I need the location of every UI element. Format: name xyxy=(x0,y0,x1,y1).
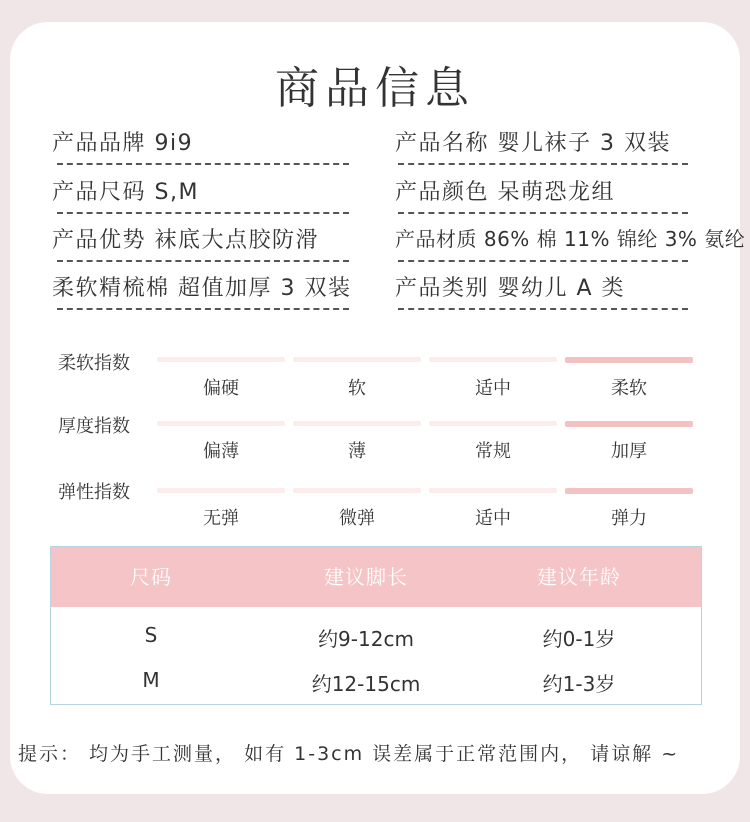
softness-scale-segment-selected xyxy=(565,357,693,363)
cell-age: 约1-3岁 xyxy=(542,672,616,696)
cell-age: 约0-1岁 xyxy=(542,627,616,651)
header-size: 尺码 xyxy=(130,565,172,589)
elasticity-option: 无弹 xyxy=(203,508,239,529)
elasticity-index-label: 弹性指数 xyxy=(58,482,130,503)
elasticity-scale-segment-selected xyxy=(565,488,693,494)
softness-scale-segment xyxy=(293,357,421,362)
spec-category: 产品类别 婴幼儿 A 类 xyxy=(395,276,626,301)
spec-color: 产品颜色 呆萌恐龙组 xyxy=(395,180,615,205)
thickness-option: 薄 xyxy=(348,441,366,462)
softness-scale-segment xyxy=(429,357,557,362)
spec-divider xyxy=(398,163,688,165)
cell-size: S xyxy=(144,623,158,647)
thickness-option: 偏薄 xyxy=(203,441,239,462)
spec-advantage: 产品优势 袜底大点胶防滑 xyxy=(52,228,319,253)
thickness-scale-segment-selected xyxy=(565,421,693,427)
header-foot-length: 建议脚长 xyxy=(324,565,408,589)
softness-option-selected: 柔软 xyxy=(611,378,647,399)
softness-option: 适中 xyxy=(475,378,511,399)
measurement-note: 提示： 均为手工测量， 如有 1-3cm 误差属于正常范围内， 请谅解 ~ xyxy=(18,743,680,765)
spec-product-name: 产品名称 婴儿袜子 3 双装 xyxy=(395,131,671,156)
size-table-header xyxy=(51,547,701,607)
softness-option: 软 xyxy=(348,378,366,399)
elasticity-scale-segment xyxy=(293,488,421,493)
cell-size: M xyxy=(142,668,160,692)
page-title: 商品信息 xyxy=(275,63,475,114)
thickness-scale-segment xyxy=(293,421,421,426)
thickness-option-selected: 加厚 xyxy=(611,441,647,462)
softness-option: 偏硬 xyxy=(203,378,239,399)
cell-foot-length: 约9-12cm xyxy=(318,627,414,651)
spec-divider xyxy=(398,260,688,262)
thickness-scale-segment xyxy=(157,421,285,426)
spec-divider xyxy=(57,163,349,165)
softness-index-label: 柔软指数 xyxy=(58,353,130,374)
spec-divider xyxy=(398,212,688,214)
thickness-option: 常规 xyxy=(475,441,511,462)
thickness-index-label: 厚度指数 xyxy=(58,416,130,437)
thickness-scale-segment xyxy=(429,421,557,426)
spec-material: 产品材质 86% 棉 11% 锦纶 3% 氨纶 xyxy=(395,227,746,251)
spec-divider xyxy=(57,260,349,262)
elasticity-option: 适中 xyxy=(475,508,511,529)
softness-scale-segment xyxy=(157,357,285,362)
elasticity-option: 微弹 xyxy=(339,508,375,529)
spec-divider xyxy=(57,308,349,310)
elasticity-scale-segment xyxy=(429,488,557,493)
size-table xyxy=(50,546,702,705)
cell-foot-length: 约12-15cm xyxy=(311,672,421,696)
elasticity-scale-segment xyxy=(157,488,285,493)
spec-cotton: 柔软精梳棉 超值加厚 3 双装 xyxy=(52,276,352,301)
spec-brand: 产品品牌 9i9 xyxy=(52,131,194,156)
elasticity-option-selected: 弹力 xyxy=(611,508,647,529)
spec-divider xyxy=(57,212,349,214)
spec-divider xyxy=(398,308,688,310)
spec-size: 产品尺码 S,M xyxy=(52,180,199,205)
header-age: 建议年龄 xyxy=(537,565,621,589)
